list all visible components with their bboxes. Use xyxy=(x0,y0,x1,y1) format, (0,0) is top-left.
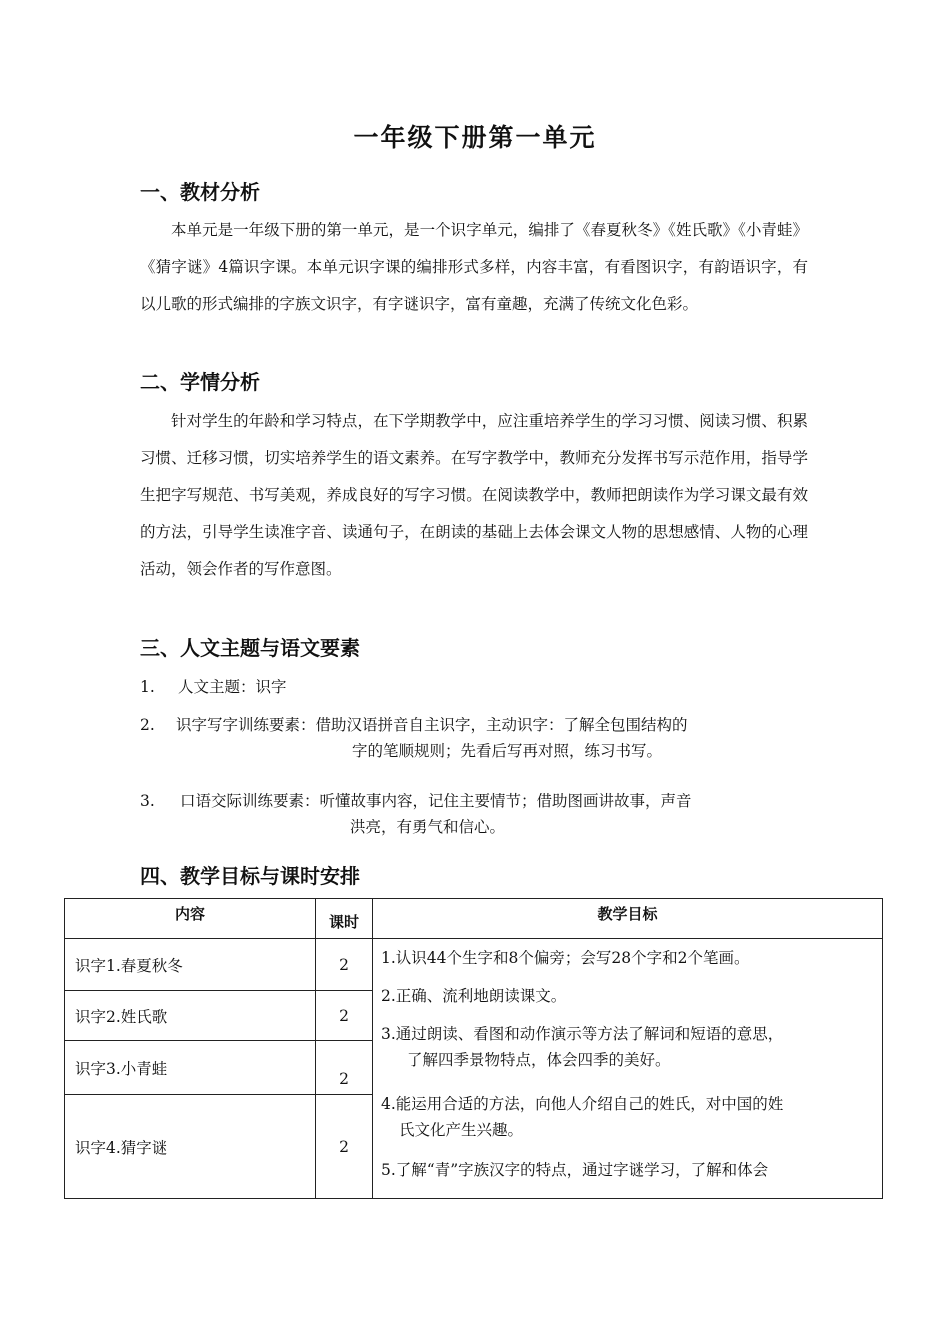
cell-hours: 2 xyxy=(316,991,373,1041)
goals-table xyxy=(64,898,883,1199)
column-header-content: 内容 xyxy=(65,899,316,939)
goal-text: 5.了解“青”字族汉字的特点，通过字谜学习，了解和体会 xyxy=(381,1161,769,1179)
section-heading-goals-schedule: 四、教学目标与课时安排 xyxy=(140,864,360,888)
cell-hours: 2 xyxy=(316,939,373,991)
goal-text: 1.认识44个生字和8个偏旁；会写28个字和2个笔画。 xyxy=(381,949,750,967)
cell-hours: 2 xyxy=(316,1095,373,1199)
column-header-goals: 教学目标 xyxy=(373,899,883,939)
section-heading-theme-elements: 三、人文主题与语文要素 xyxy=(140,636,360,660)
goal-text-continued: 了解四季景物特点，体会四季的美好。 xyxy=(407,1051,671,1069)
list-item-number: 1. xyxy=(140,678,155,696)
list-item-text-continued: 字的笔顺规则；先看后写再对照，练习书写。 xyxy=(352,742,663,760)
section-heading-student-analysis: 二、学情分析 xyxy=(140,370,260,394)
goal-item xyxy=(381,945,882,971)
cell-content: 识字1.春夏秋冬 xyxy=(65,939,316,991)
list-item-number: 2. xyxy=(140,716,155,734)
cell-content: 识字2.姓氏歌 xyxy=(65,991,316,1041)
goal-item xyxy=(381,1157,882,1183)
goal-item xyxy=(381,1091,882,1143)
goal-text: 4.能运用合适的方法，向他人介绍自己的姓氏，对中国的姓 xyxy=(381,1095,784,1113)
column-header-hours: 课时 xyxy=(316,899,373,939)
goal-text: 3.通过朗读、看图和动作演示等方法了解词和短语的意思， xyxy=(381,1025,784,1043)
table-header-row xyxy=(65,899,883,939)
page-title: 一年级下册第一单元 xyxy=(353,123,597,152)
material-analysis-paragraph: 本单元是一年级下册的第一单元，是一个识字单元，编排了《春夏秋冬》《姓氏歌》《小青蛙》《猜字谜》4篇识字课。本单元识字课的编排形式多样，内容丰富，有看图识字，有韵语识字，有以儿歌的形式编排的字族文识字，有字谜识字，富有童趣，充满了传统文化色彩。 xyxy=(140,221,808,313)
goal-item xyxy=(381,1021,882,1073)
goal-item xyxy=(381,983,882,1009)
table-row xyxy=(65,939,883,991)
cell-content: 识字4.猜字谜 xyxy=(65,1095,316,1199)
cell-hours: 2 xyxy=(316,1041,373,1095)
student-analysis-paragraph: 针对学生的年龄和学习特点，在下学期教学中，应注重培养学生的学习习惯、阅读习惯、积累习惯、迁移习惯，切实培养学生的语文素养。在写字教学中，教师充分发挥书写示范作用，指导学生把字写规范、书写美观，养成良好的写字习惯。在阅读教学中，教师把朗读作为学习课文最有效的方法，引导学生读准字音、读通句子，在朗读的基础上去体会课文人物的思想感情、人物的心理活动，领会作者的写作意图。 xyxy=(140,412,808,578)
list-item-number: 3. xyxy=(140,792,155,810)
list-item-text: 人文主题：识字 xyxy=(178,678,287,696)
goal-text: 2.正确、流利地朗读课文。 xyxy=(381,987,567,1005)
goal-text-continued: 氏文化产生兴趣。 xyxy=(399,1121,524,1139)
goals-list xyxy=(373,939,882,1183)
list-item-text: 识字写字训练要素：借助汉语拼音自主识字，主动识字：了解全包围结构的 xyxy=(176,716,688,734)
list-item-text: 口语交际训练要素：听懂故事内容，记住主要情节；借助图画讲故事，声音 xyxy=(180,792,692,810)
cell-content: 识字3.小青蛙 xyxy=(65,1041,316,1095)
cell-goals xyxy=(373,939,883,1199)
list-item-text-continued: 洪亮，有勇气和信心。 xyxy=(350,818,506,836)
section-heading-material-analysis: 一、教材分析 xyxy=(140,180,260,204)
